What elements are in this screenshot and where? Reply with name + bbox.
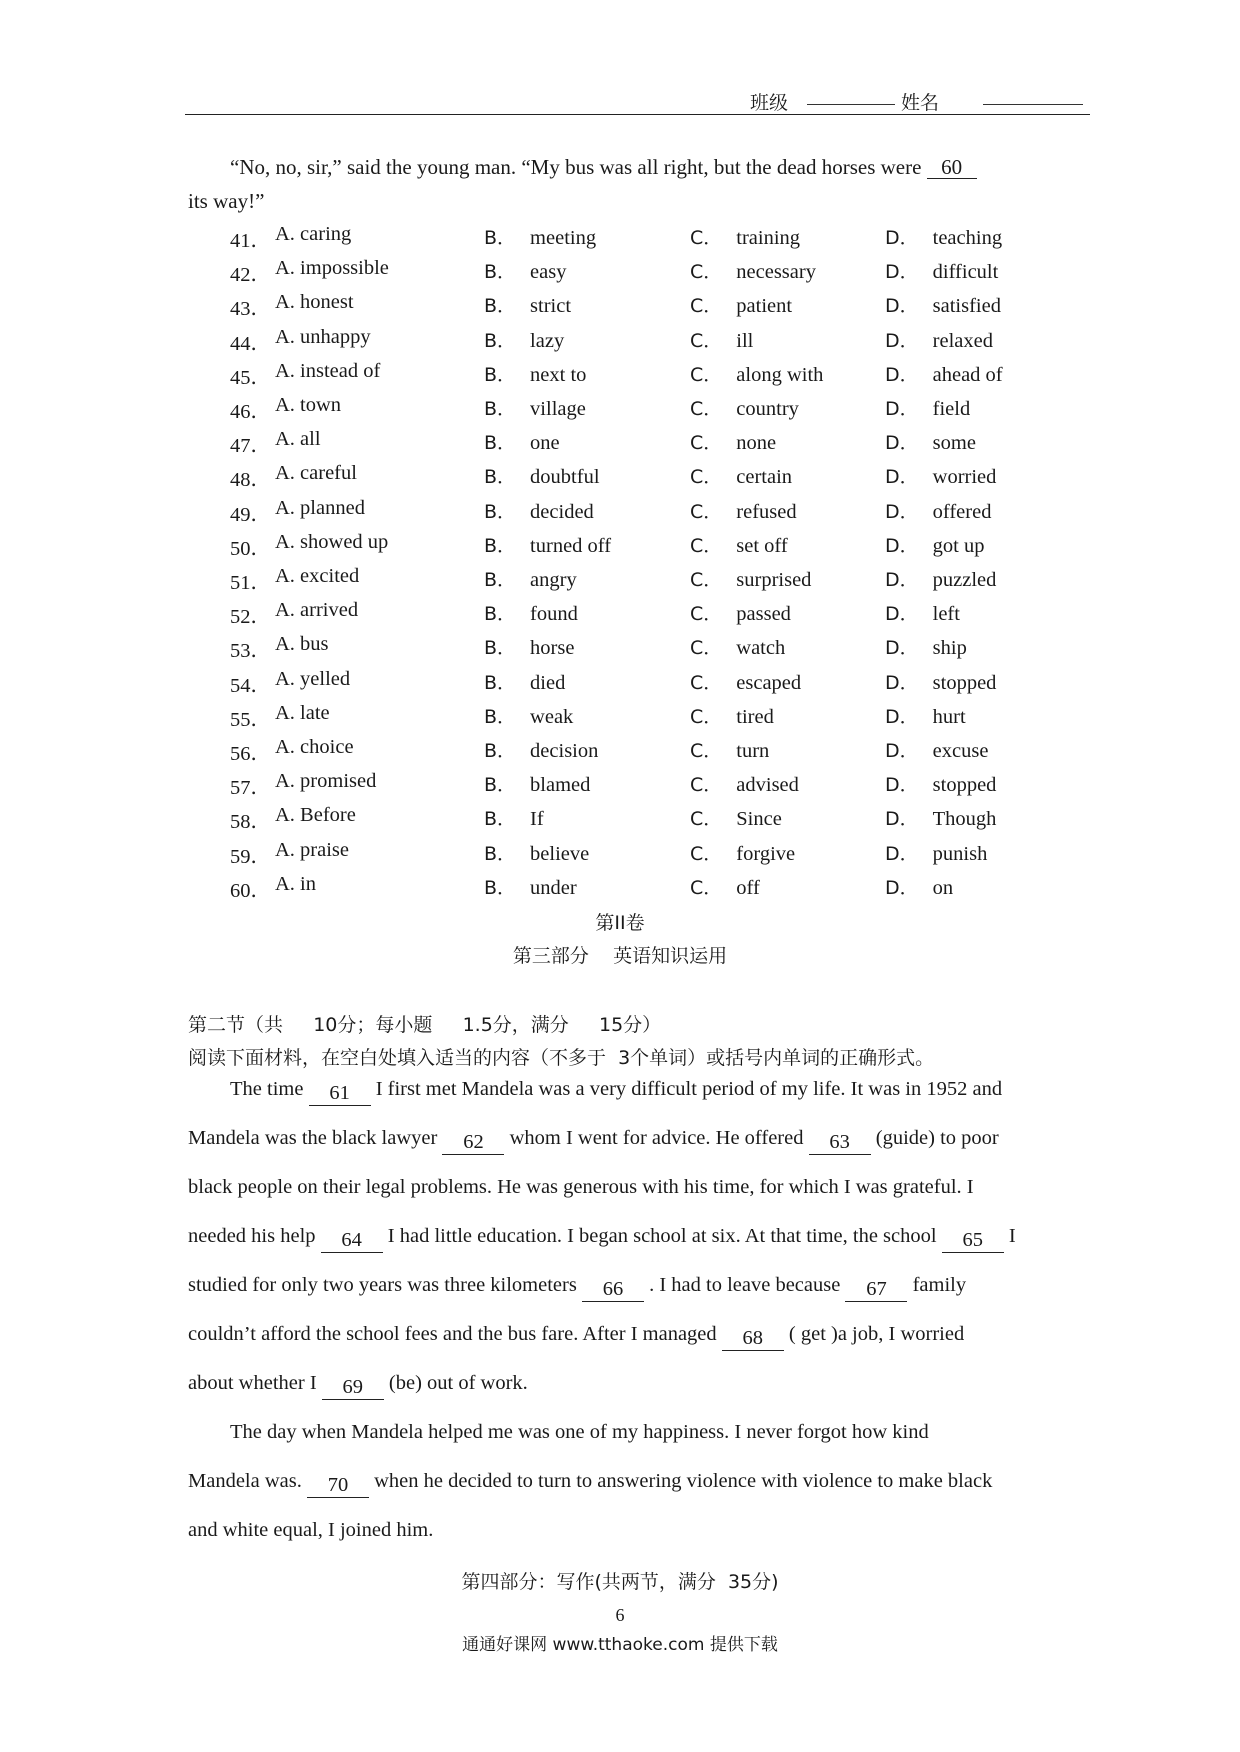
option-text: found xyxy=(530,603,578,626)
name-label: 姓名 xyxy=(901,92,940,114)
option-text: easy xyxy=(530,261,567,284)
question-number: 59． xyxy=(230,845,271,868)
option-letter: B． xyxy=(484,671,517,694)
option-letter: C． xyxy=(690,705,723,728)
option-text: decision xyxy=(530,740,599,762)
question-row xyxy=(0,394,1240,428)
option-letter: C． xyxy=(690,432,723,455)
cloze-text: family xyxy=(912,1274,967,1296)
cloze-text: Mandela was. xyxy=(188,1470,302,1492)
option-letter: B． xyxy=(484,261,517,284)
option-a: A. all xyxy=(275,428,321,451)
option-c xyxy=(690,736,769,763)
question-row xyxy=(0,462,1240,496)
option-letter: D． xyxy=(885,876,919,899)
option-letter: D． xyxy=(885,500,919,523)
option-text: strict xyxy=(530,295,572,318)
option-a: A. choice xyxy=(275,736,354,758)
option-b xyxy=(484,291,571,318)
option-c xyxy=(690,291,792,318)
option-c xyxy=(690,531,788,558)
option-letter: C． xyxy=(690,740,723,762)
option-a: A. praise xyxy=(275,838,350,861)
cloze-line: black people on their legal problems. He was generous with his time, for which I was grateful. I xyxy=(188,1176,974,1198)
question-row xyxy=(0,633,1240,667)
option-letter: C． xyxy=(690,603,723,626)
blank-63: 63 xyxy=(809,1130,871,1155)
option-c xyxy=(690,770,799,797)
question-row xyxy=(0,770,1240,804)
option-a: A. careful xyxy=(275,462,357,485)
blank-62: 62 xyxy=(442,1130,504,1155)
option-text: got up xyxy=(932,534,985,557)
option-letter: B． xyxy=(484,842,517,865)
option-d xyxy=(885,257,998,284)
option-letter: D． xyxy=(885,774,919,797)
option-letter: C． xyxy=(690,876,723,899)
option-text: turn xyxy=(736,740,770,762)
option-text: refused xyxy=(736,500,797,523)
option-c xyxy=(690,462,792,489)
option-b xyxy=(484,736,598,763)
option-text: Since xyxy=(736,808,782,831)
section2-instruction: 阅读下面材料，在空白处填入适当的内容（不多于 3个单词）或括号内单词的正确形式。 xyxy=(188,1047,935,1069)
option-b xyxy=(484,668,565,695)
option-text: ship xyxy=(932,637,967,660)
question-number: 54． xyxy=(230,674,271,697)
cloze-text: I had little education. I began school at six. At that time, the school xyxy=(387,1225,937,1247)
cloze-text: ( get )a job, I worried xyxy=(788,1323,965,1345)
question-row xyxy=(0,804,1240,838)
option-letter: D． xyxy=(885,363,919,386)
option-a: A. town xyxy=(275,394,342,416)
option-d xyxy=(885,668,996,695)
option-text: hurt xyxy=(932,705,966,728)
option-text: difficult xyxy=(932,261,999,284)
section2-heading: 第二节（共 10分；每小题 1.5分，满分 15分） xyxy=(188,1014,662,1036)
option-d xyxy=(885,497,991,524)
passage-text: “No, no, sir,” said the young man. “My bus was all right, but the dead horses were xyxy=(230,155,922,179)
option-letter: D． xyxy=(885,569,919,591)
option-text: angry xyxy=(530,569,577,591)
question-row xyxy=(0,565,1240,599)
option-c xyxy=(690,360,823,387)
cloze-line xyxy=(188,1470,992,1498)
option-a: A. late xyxy=(275,701,330,724)
cloze-text: about whether I xyxy=(188,1372,317,1394)
cloze-line xyxy=(188,1323,964,1351)
option-d xyxy=(885,291,1001,318)
option-b xyxy=(484,804,544,831)
question-row xyxy=(0,326,1240,360)
question-number: 51． xyxy=(230,572,271,594)
blank-69: 69 xyxy=(322,1375,384,1400)
option-letter: B． xyxy=(484,808,517,831)
option-text: If xyxy=(530,808,544,831)
blank-60: 60 xyxy=(927,156,977,179)
option-letter: C． xyxy=(690,295,723,318)
option-text: certain xyxy=(736,466,793,489)
option-text: died xyxy=(530,671,566,694)
blank-68: 68 xyxy=(722,1326,784,1351)
option-text: training xyxy=(736,227,801,249)
question-number: 42． xyxy=(230,264,271,287)
passage-last-line xyxy=(230,150,977,184)
option-c xyxy=(690,839,795,866)
option-d xyxy=(885,599,960,626)
option-text: relaxed xyxy=(932,329,993,352)
option-b xyxy=(484,702,573,729)
option-text: one xyxy=(530,432,560,455)
option-text: believe xyxy=(530,842,590,865)
option-a: A. impossible xyxy=(275,257,389,280)
option-text: forgive xyxy=(736,842,796,865)
option-letter: B． xyxy=(484,774,517,797)
option-letter: B． xyxy=(484,637,517,660)
question-row xyxy=(0,291,1240,325)
question-number: 53． xyxy=(230,640,271,663)
option-text: next to xyxy=(530,363,587,386)
question-number: 47． xyxy=(230,435,271,458)
name-blank[interactable] xyxy=(983,104,1083,105)
option-a: A. unhappy xyxy=(275,325,371,348)
option-text: doubtful xyxy=(530,466,600,489)
blank-65: 65 xyxy=(942,1228,1004,1253)
cloze-text: The time xyxy=(230,1078,304,1100)
option-text: ahead of xyxy=(932,363,1003,386)
option-text: necessary xyxy=(736,261,816,284)
footer-text: 通通好课网 www.tthaoke.com 提供下载 xyxy=(462,1635,778,1655)
cloze-text: (guide) to poor xyxy=(875,1127,999,1149)
page-number: 6 xyxy=(615,1605,625,1625)
question-number: 44． xyxy=(230,332,271,355)
option-b xyxy=(484,839,589,866)
cloze-line xyxy=(188,1372,528,1400)
option-d xyxy=(885,360,1003,387)
question-row xyxy=(0,257,1240,291)
option-b xyxy=(484,462,600,489)
option-letter: B． xyxy=(484,432,517,455)
option-a: A. yelled xyxy=(275,667,351,690)
cloze-text: studied for only two years was three kilometers xyxy=(188,1274,577,1296)
option-d xyxy=(885,223,1002,250)
option-text: watch xyxy=(736,637,786,660)
option-b xyxy=(484,497,594,524)
option-letter: B． xyxy=(484,500,517,523)
cloze-text: (be) out of work. xyxy=(388,1372,528,1394)
option-c xyxy=(690,633,785,660)
option-a: A. excited xyxy=(275,565,360,587)
option-letter: D． xyxy=(885,398,919,420)
option-b xyxy=(484,257,566,284)
question-row xyxy=(0,668,1240,702)
question-number: 60． xyxy=(230,879,271,902)
option-text: some xyxy=(932,432,976,455)
option-c xyxy=(690,668,801,695)
option-text: patient xyxy=(736,295,793,318)
cloze-text: needed his help xyxy=(188,1225,316,1247)
option-text: on xyxy=(932,876,954,899)
option-letter: D． xyxy=(885,261,919,284)
option-letter: B． xyxy=(484,876,517,899)
option-letter: C． xyxy=(690,329,723,352)
part4-title: 第四部分：写作(共两节，满分 35分) xyxy=(461,1571,779,1593)
cloze-text: I xyxy=(1008,1225,1016,1247)
option-letter: D． xyxy=(885,740,919,762)
option-a: A. planned xyxy=(275,496,365,519)
option-letter: C． xyxy=(690,534,723,557)
option-text: Though xyxy=(932,808,997,831)
cloze-line: and white equal, I joined him. xyxy=(188,1519,434,1541)
cloze-line: The day when Mandela helped me was one of my happiness. I never forgot how kind xyxy=(230,1421,929,1443)
option-c xyxy=(690,223,800,250)
passage-line-2: its way!” xyxy=(188,189,265,213)
option-text: excuse xyxy=(932,740,989,762)
cloze-line xyxy=(188,1127,999,1155)
option-text: set off xyxy=(736,534,788,557)
question-row xyxy=(0,497,1240,531)
option-text: advised xyxy=(736,774,799,797)
option-letter: B． xyxy=(484,705,517,728)
option-letter: D． xyxy=(885,329,919,352)
option-b xyxy=(484,428,560,455)
option-letter: C． xyxy=(690,227,723,249)
option-d xyxy=(885,394,970,421)
option-d xyxy=(885,804,996,831)
option-letter: B． xyxy=(484,603,517,626)
option-c xyxy=(690,565,811,592)
option-text: surprised xyxy=(736,569,812,591)
option-letter: B． xyxy=(484,329,517,352)
option-b xyxy=(484,770,590,797)
option-a: A. caring xyxy=(275,223,352,245)
option-a: A. in xyxy=(275,872,316,895)
question-number: 49． xyxy=(230,503,271,526)
blank-66: 66 xyxy=(582,1277,644,1302)
option-letter: D． xyxy=(885,603,919,626)
option-text: satisfied xyxy=(932,295,1001,318)
option-letter: B． xyxy=(484,466,517,489)
blank-67: 67 xyxy=(845,1277,907,1302)
option-a: A. promised xyxy=(275,770,377,793)
class-blank[interactable] xyxy=(807,104,895,105)
option-text: ill xyxy=(736,329,754,352)
option-letter: C． xyxy=(690,363,723,386)
question-number: 46． xyxy=(230,401,271,423)
option-d xyxy=(885,565,996,592)
option-d xyxy=(885,326,993,353)
option-text: stopped xyxy=(932,671,997,694)
option-d xyxy=(885,531,984,558)
option-d xyxy=(885,633,967,660)
option-letter: B． xyxy=(484,534,517,557)
option-a: A. bus xyxy=(275,633,329,656)
cloze-text: . I had to leave because xyxy=(649,1274,841,1296)
option-b xyxy=(484,565,577,592)
option-b xyxy=(484,873,577,900)
option-text: stopped xyxy=(932,774,997,797)
option-c xyxy=(690,326,753,353)
option-letter: D． xyxy=(885,842,919,865)
question-row xyxy=(0,428,1240,462)
option-c xyxy=(690,428,776,455)
option-b xyxy=(484,599,578,626)
option-text: puzzled xyxy=(932,569,997,591)
question-row xyxy=(0,839,1240,873)
option-letter: D． xyxy=(885,671,919,694)
part3-title: 第三部分 英语知识运用 xyxy=(512,945,728,967)
option-text: worried xyxy=(932,466,997,489)
question-number: 41． xyxy=(230,230,271,252)
option-c xyxy=(690,497,797,524)
option-text: village xyxy=(530,398,586,420)
cloze-text: Mandela was the black lawyer xyxy=(188,1127,438,1149)
option-letter: B． xyxy=(484,363,517,386)
option-text: tired xyxy=(736,705,774,728)
class-label: 班级 xyxy=(750,92,789,114)
option-letter: C． xyxy=(690,466,723,489)
option-text: under xyxy=(530,876,577,899)
question-row xyxy=(0,223,1240,257)
question-number: 56． xyxy=(230,743,271,765)
option-text: meeting xyxy=(530,227,597,249)
question-number: 58． xyxy=(230,811,271,834)
option-letter: B． xyxy=(484,569,517,591)
option-c xyxy=(690,804,782,831)
cloze-line xyxy=(188,1274,966,1302)
option-b xyxy=(484,360,586,387)
question-row xyxy=(0,873,1240,907)
option-a: A. arrived xyxy=(275,599,359,622)
option-b xyxy=(484,326,564,353)
option-letter: B． xyxy=(484,295,517,318)
option-letter: B． xyxy=(484,398,517,420)
option-letter: C． xyxy=(690,774,723,797)
option-letter: D． xyxy=(885,808,919,831)
option-b xyxy=(484,531,611,558)
option-letter: D． xyxy=(885,227,919,249)
option-letter: B． xyxy=(484,227,517,249)
option-d xyxy=(885,736,988,763)
blank-64: 64 xyxy=(321,1228,383,1253)
option-text: horse xyxy=(530,637,575,660)
cloze-text: whom I went for advice. He offered xyxy=(509,1127,804,1149)
option-letter: D． xyxy=(885,432,919,455)
question-number: 55． xyxy=(230,708,271,731)
option-letter: D． xyxy=(885,705,919,728)
option-d xyxy=(885,839,987,866)
option-letter: C． xyxy=(690,671,723,694)
option-b xyxy=(484,633,574,660)
option-letter: B． xyxy=(484,740,517,762)
option-letter: C． xyxy=(690,398,723,420)
question-number: 50． xyxy=(230,537,271,560)
question-row xyxy=(0,531,1240,565)
question-number: 45． xyxy=(230,366,271,389)
cloze-text: I first met Mandela was a very difficult period of my life. It was in 1952 and xyxy=(375,1078,1003,1100)
option-text: country xyxy=(736,398,799,420)
option-letter: C． xyxy=(690,808,723,831)
question-row xyxy=(0,360,1240,394)
blank-61: 61 xyxy=(309,1081,371,1106)
cloze-line xyxy=(188,1225,1016,1253)
option-c xyxy=(690,702,774,729)
cloze-text: when he decided to turn to answering violence with violence to make black xyxy=(374,1470,993,1492)
option-letter: C． xyxy=(690,261,723,284)
option-d xyxy=(885,770,996,797)
question-number: 43． xyxy=(230,298,271,321)
option-text: decided xyxy=(530,500,594,523)
cloze-text: couldn’t afford the school fees and the bus fare. After I managed xyxy=(188,1323,717,1345)
option-text: offered xyxy=(932,500,992,523)
question-row xyxy=(0,702,1240,736)
question-number: 57． xyxy=(230,777,271,800)
option-text: punish xyxy=(932,842,988,865)
option-d xyxy=(885,462,996,489)
option-a: A. instead of xyxy=(275,359,381,382)
option-text: blamed xyxy=(530,774,591,797)
option-c xyxy=(690,257,816,284)
option-d xyxy=(885,702,966,729)
option-letter: C． xyxy=(690,842,723,865)
option-text: passed xyxy=(736,603,791,626)
option-b xyxy=(484,394,586,421)
option-d xyxy=(885,428,976,455)
option-c xyxy=(690,599,791,626)
option-text: lazy xyxy=(530,329,565,352)
blank-70: 70 xyxy=(307,1473,369,1498)
option-a: A. Before xyxy=(275,804,356,827)
option-letter: C． xyxy=(690,500,723,523)
option-letter: D． xyxy=(885,637,919,660)
option-c xyxy=(690,873,760,900)
option-text: left xyxy=(932,603,960,626)
option-letter: D． xyxy=(885,534,919,557)
option-text: none xyxy=(736,432,777,455)
option-text: weak xyxy=(530,705,574,728)
option-b xyxy=(484,223,596,250)
option-text: along with xyxy=(736,363,824,386)
question-row xyxy=(0,736,1240,770)
question-number: 48． xyxy=(230,469,271,492)
option-letter: C． xyxy=(690,569,723,591)
cloze-line xyxy=(230,1078,1002,1106)
option-text: off xyxy=(736,876,760,899)
page-header xyxy=(185,86,1090,115)
option-text: teaching xyxy=(932,227,1003,249)
volume-title: 第II卷 xyxy=(595,912,645,934)
option-text: turned off xyxy=(530,534,612,557)
question-number: 52． xyxy=(230,606,271,629)
option-d xyxy=(885,873,953,900)
option-text: escaped xyxy=(736,671,802,694)
option-a: A. honest xyxy=(275,291,354,314)
option-c xyxy=(690,394,799,421)
option-letter: D． xyxy=(885,466,919,489)
question-row xyxy=(0,599,1240,633)
option-letter: C． xyxy=(690,637,723,660)
option-text: field xyxy=(932,398,971,420)
option-a: A. showed up xyxy=(275,530,389,553)
option-letter: D． xyxy=(885,295,919,318)
